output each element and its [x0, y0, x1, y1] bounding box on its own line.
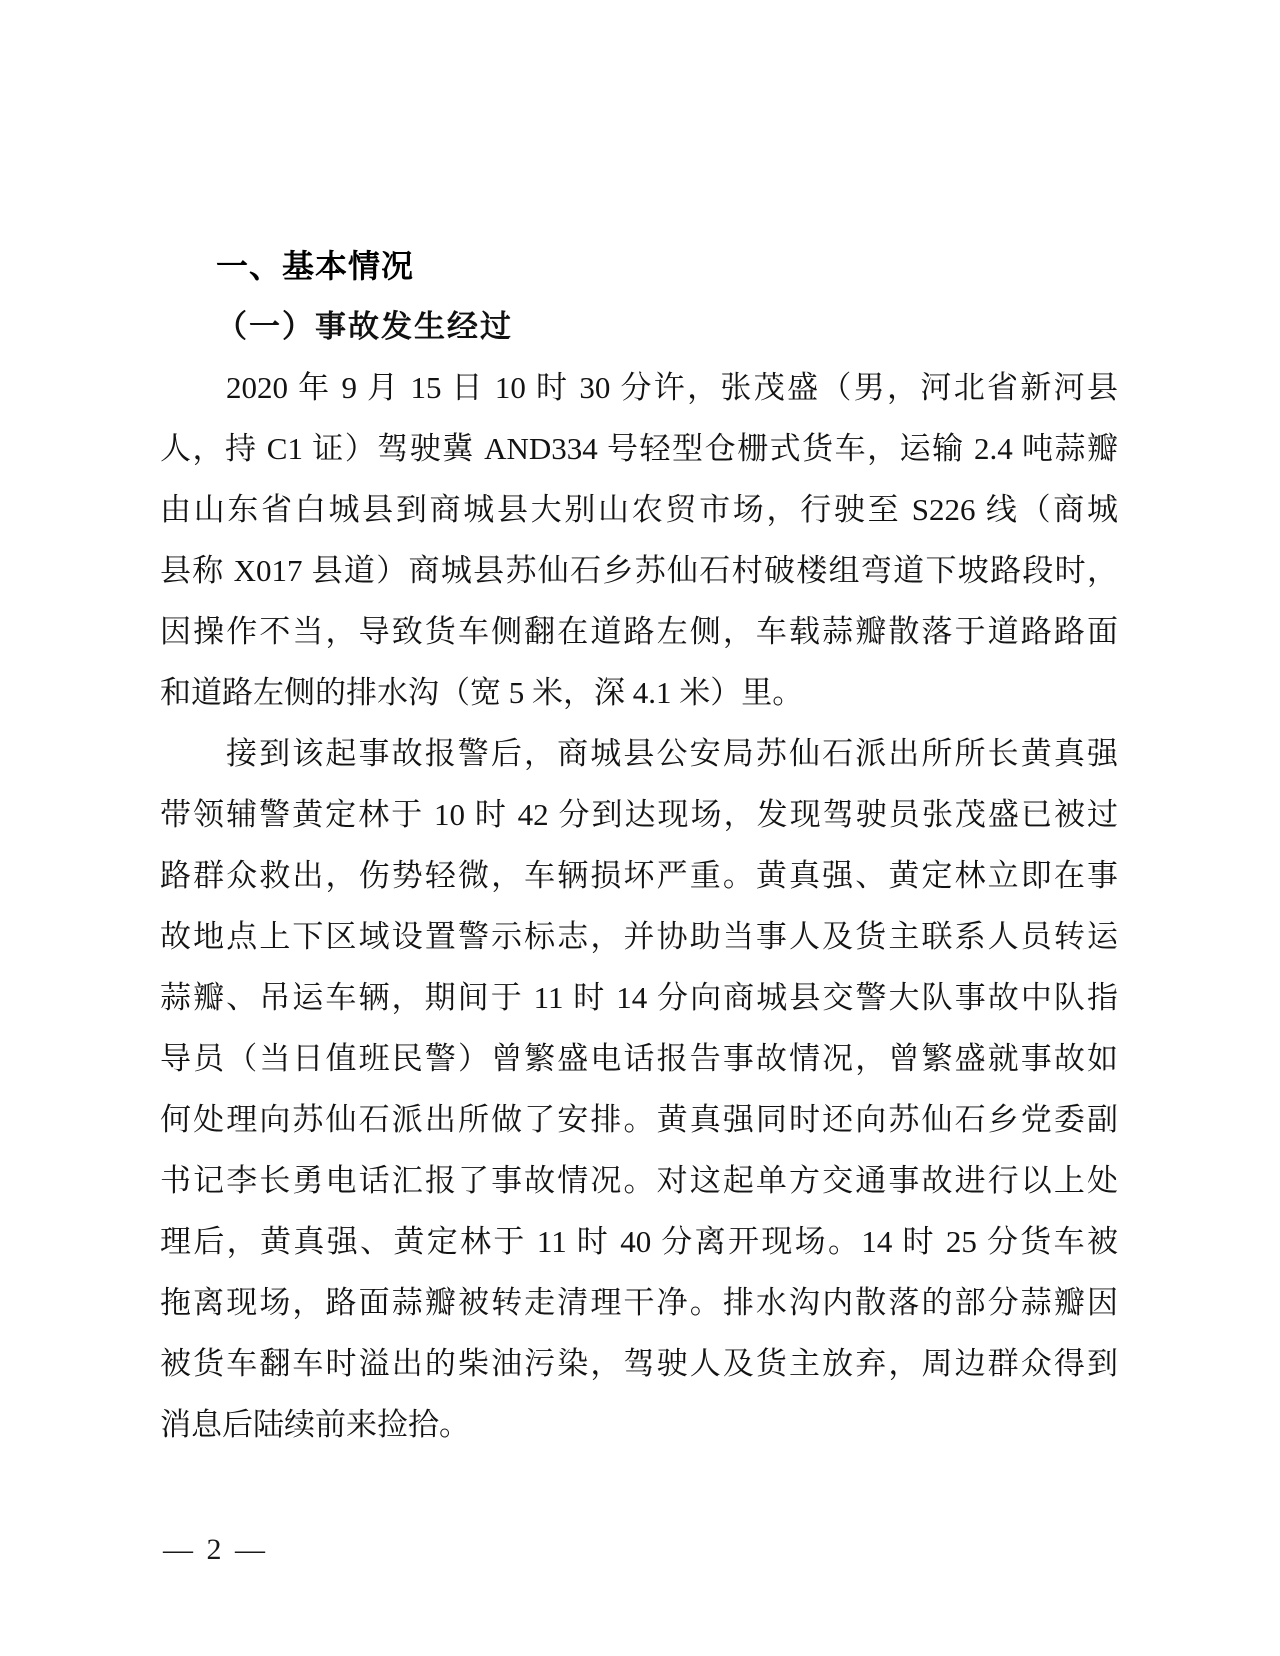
text-line: 导员（当日值班民警）曾繁盛电话报告事故情况，曾繁盛就事故如	[160, 1041, 1118, 1076]
text-line: 路群众救出，伤势轻微，车辆损坏严重。黄真强、黄定林立即在事	[160, 858, 1118, 893]
text-line: 因操作不当，导致货车侧翻在道路左侧，车载蒜瓣散落于道路路面	[160, 614, 1118, 649]
text-line: 书记李长勇电话汇报了事故情况。对这起单方交通事故进行以上处	[160, 1163, 1118, 1198]
text-line: 接到该起事故报警后，商城县公安局苏仙石派出所所长黄真强	[226, 736, 1118, 771]
text-line: 何处理向苏仙石派出所做了安排。黄真强同时还向苏仙石乡党委副	[160, 1102, 1118, 1137]
subsection-heading: （一）事故发生经过	[216, 309, 513, 344]
text-line: 带领辅警黄定林于 10 时 42 分到达现场，发现驾驶员张茂盛已被过	[160, 797, 1118, 832]
text-line: 被货车翻车时溢出的柴油污染，驾驶人及货主放弃，周边群众得到	[160, 1346, 1118, 1381]
text-line: 由山东省白城县到商城县大别山农贸市场，行驶至 S226 线（商城	[160, 492, 1118, 527]
text-line: 故地点上下区域设置警示标志，并协助当事人及货主联系人员转运	[160, 919, 1118, 954]
text-line: 2020 年 9 月 15 日 10 时 30 分许，张茂盛（男，河北省新河县	[226, 370, 1118, 405]
text-line: 蒜瓣、吊运车辆，期间于 11 时 14 分向商城县交警大队事故中队指	[160, 980, 1118, 1015]
text-line: 拖离现场，路面蒜瓣被转走清理干净。排水沟内散落的部分蒜瓣因	[160, 1285, 1118, 1320]
document-body	[160, 237, 1118, 1455]
paragraph-accident-course	[160, 357, 1118, 723]
page-number: — 2 —	[163, 1533, 268, 1566]
text-line: 县称 X017 县道）商城县苏仙石乡苏仙石村破楼组弯道下坡路段时，	[160, 553, 1118, 588]
text-line: 消息后陆续前来捡拾。	[160, 1407, 470, 1442]
paragraph-accident-response	[160, 723, 1118, 1455]
section-heading: 一、基本情况	[216, 247, 415, 285]
text-line: 人，持 C1 证）驾驶冀 AND334 号轻型仓栅式货车，运输 2.4 吨蒜瓣	[160, 431, 1118, 466]
text-line: 和道路左侧的排水沟（宽 5 米，深 4.1 米）里。	[160, 675, 804, 710]
text-line: 理后，黄真强、黄定林于 11 时 40 分离开现场。14 时 25 分货车被	[160, 1224, 1118, 1259]
